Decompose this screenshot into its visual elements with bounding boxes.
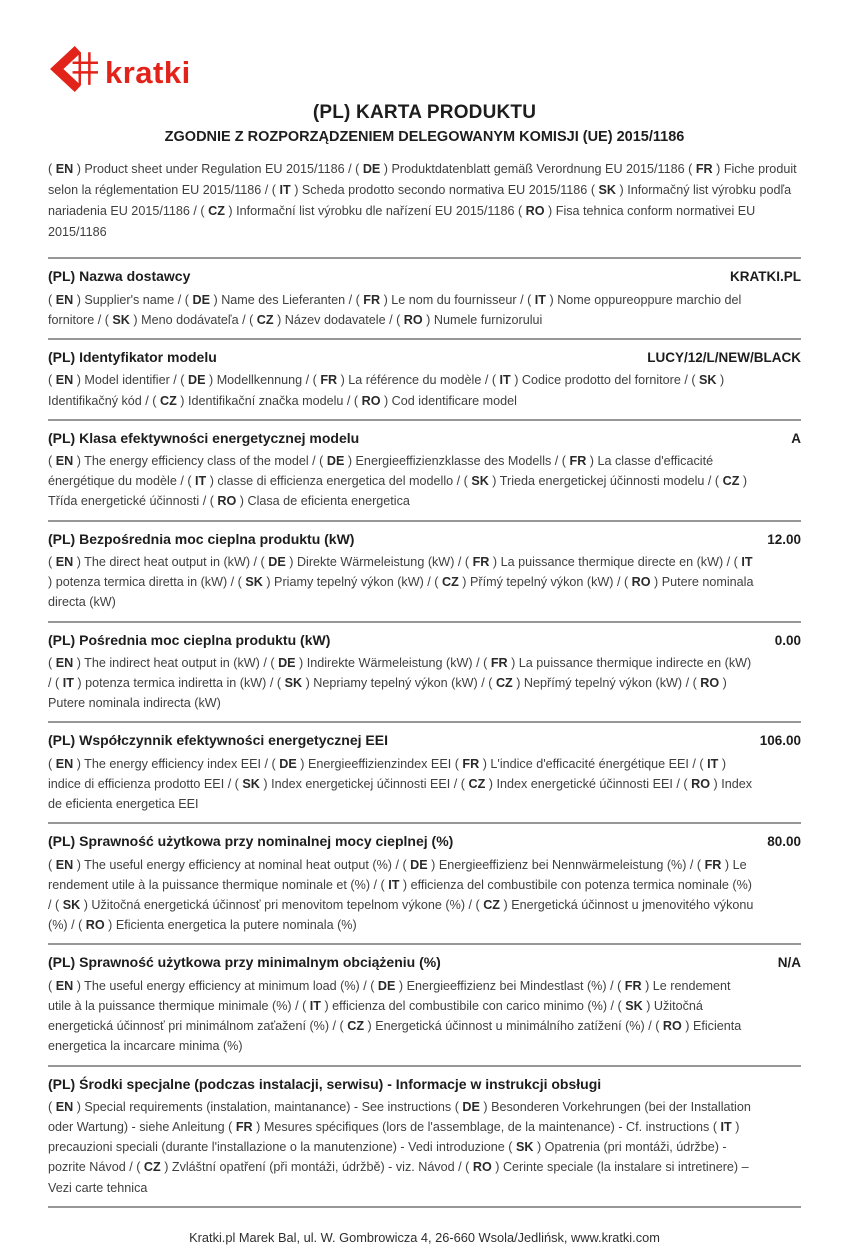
brand-wordmark: kratki (105, 54, 191, 90)
section-body: ( EN ) Model identifier / ( DE ) Modellkennung / ( FR ) La référence du modèle / ( IT ) Codice prodotto del fornitore / ( SK ) Identifikačný kód / ( CZ ) Identifikační značka modelu / ( RO ) Cod identificare model (48, 373, 725, 408)
section-body: ( EN ) The useful energy efficiency at nominal heat output (%) / ( DE ) Energieeffizienz bei Nennwärmeleistung (%) / ( FR ) Le rendement utile à la puissance thermique nominale et (%) / ( IT ) efficienza del combustibile con potenza termica nominale (%) / ( SK ) Užitočná energetická účinnosť pri menovitom tepelnom výkone (%) / ( CZ ) Energetická účinnost u jmenovitého výkonu (%) / ( RO ) Eficienta energetica la putere nominala (%) (48, 857, 754, 933)
section-value: 12.00 (767, 531, 801, 547)
section-label: (PL) Współczynnik efektywności energetycznej EEI (48, 732, 388, 749)
section-special-measures (48, 1065, 801, 1206)
section-value: LUCY/12/L/NEW/BLACK (647, 349, 801, 365)
section-label: (PL) Środki specjalne (podczas instalacji, serwisu) - Informacje w instrukcji obsługi (48, 1075, 602, 1092)
section-direct-heat-output (48, 520, 801, 621)
kratki-grate-icon (48, 45, 100, 93)
section-label: (PL) Sprawność użytkowa przy nominalnej mocy cieplnej (%) (48, 833, 454, 850)
section-body: ( EN ) Supplier's name / ( DE ) Name des Lieferanten / ( FR ) Le nom du fournisseur / ( IT ) Nome oppureoppure marchio del fornitore / ( SK ) Meno dodávateľa / ( CZ ) Název dodavatele / ( RO ) Numele furnizorului (48, 292, 742, 327)
page-subtitle: ZGODNIE Z ROZPORZĄDZENIEM DELEGOWANYM KOMISJI (UE) 2015/1186 (164, 129, 685, 145)
footer-company-address: Kratki.pl Marek Bal, ul. W. Gombrowicza 4, 26-660 Wsola/Jedlińsk, www.kratki.com (48, 1206, 801, 1245)
brand-logo (48, 44, 801, 94)
section-energy-efficiency-class (48, 419, 801, 520)
section-body: ( EN ) The energy efficiency class of the model / ( DE ) Energieeffizienzklasse des Modells / ( FR ) La classe d'efficacité énergétique du modèle / ( IT ) classe di efficienza energetica del modello / ( SK ) Trieda energetickej účinnosti modelu / ( CZ ) Třída energetické účinnosti / ( RO ) Clasa de eficienta energetica (48, 454, 748, 509)
section-value: 80.00 (767, 834, 801, 850)
section-value: N/A (777, 955, 801, 971)
section-body: ( EN ) The useful energy efficiency at minimum load (%) / ( DE ) Energieeffizienz bei Mindestlast (%) / ( FR ) Le rendement utile à la puissance thermique minimale (%) / ( IT ) efficienza del combustibile con carico minimo (%) / ( SK ) Užitočná energetická účinnosť pri minimálnom zaťažení (%) / ( CZ ) Energetická účinnost u minimálního zatížení (%) / ( RO ) Eficienta energetica la incarcare minima (%) (48, 978, 742, 1054)
section-label: (PL) Bezpośrednia moc cieplna produktu (kW) (48, 530, 355, 547)
intro-multilingual-text: ( EN ) Product sheet under Regulation EU 2015/1186 / ( DE ) Produktdatenblatt gemäß Verordnung EU 2015/1186 ( FR ) Fiche produit selon la réglementation EU 2015/1186 / ( IT ) Scheda prodotto secondo normativa EU 2015/1186 ( SK ) Informačný list výrobku podľa nariadenia EU 2015/1186 / ( CZ ) Informační list výrobku dle nařízení EU 2015/1186 ( RO ) Fisa tehnica conform normativei EU 2015/1186 (48, 162, 797, 240)
section-model-identifier (48, 338, 801, 419)
section-body: ( EN ) Special requirements (instalation, maintanance) - See instructions ( DE ) Besonderen Vorkehrungen (bei der Installation oder Wartung) - siehe Anleitung ( FR ) Mesures spécifiques (lors de l'assemblage, de la maintenance) - Cf. instructions ( IT ) precauzioni speciali (durante l'installazione o la manutenzione) - Vedi introduzione ( SK ) Opatrenia (pri montáži, údržbe) - pozrite Návod / ( CZ ) Zvláštní opatření (při montáži, údržbě) - viz. Návod / ( RO ) Cerinte speciale (la instalare si intretinere) – Vezi carte tehnica (48, 1100, 751, 1195)
section-label: (PL) Sprawność użytkowa przy minimalnym obciążeniu (%) (48, 954, 441, 971)
section-efficiency-minimum-load (48, 943, 801, 1064)
section-label: (PL) Nazwa dostawcy (48, 268, 191, 285)
section-value: 0.00 (774, 632, 801, 648)
section-label: (PL) Pośrednia moc cieplna produktu (kW) (48, 631, 331, 648)
section-body: ( EN ) The energy efficiency index EEI / ( DE ) Energieeffizienzindex EEI ( FR ) L'indice d'efficacité énergétique EEI / ( IT ) indice di efficienza prodotto EEI / ( SK ) Index energetickej účinnosti EEI / ( CZ ) Index energetické účinnosti EEI / ( RO ) Index de eficienta energetica EEI (48, 756, 752, 812)
section-value: KRATKI.PL (730, 269, 801, 285)
section-value: A (791, 430, 801, 446)
document-title-block (48, 102, 801, 145)
section-eei-index (48, 721, 801, 822)
section-body: ( EN ) The direct heat output in (kW) / ( DE ) Direkte Wärmeleistung (kW) / ( FR ) La puissance thermique directe en (kW) / ( IT ) potenza termica diretta in (kW) / ( SK ) Priamy tepelný výkon (kW) / ( CZ ) Přímý tepelný výkon (kW) / ( RO ) Putere nominala directa (kW) (48, 555, 754, 610)
section-label: (PL) Identyfikator modelu (48, 348, 217, 365)
section-label: (PL) Klasa efektywności energetycznej modelu (48, 429, 360, 446)
section-value: 106.00 (759, 733, 801, 749)
section-supplier-name (48, 257, 801, 338)
section-body: ( EN ) The indirect heat output in (kW) / ( DE ) Indirekte Wärmeleistung (kW) / ( FR ) La puissance thermique indirecte en (kW) / ( IT ) potenza termica indiretta in (kW) / ( SK ) Nepriamy tepelný výkon (kW) / ( CZ ) Nepřímý tepelný výkon (kW) / ( RO ) Putere nominala indirecta (kW) (48, 656, 752, 711)
page-title: (PL) KARTA PRODUKTU (312, 102, 537, 123)
section-efficiency-nominal-output (48, 822, 801, 943)
section-indirect-heat-output (48, 621, 801, 722)
